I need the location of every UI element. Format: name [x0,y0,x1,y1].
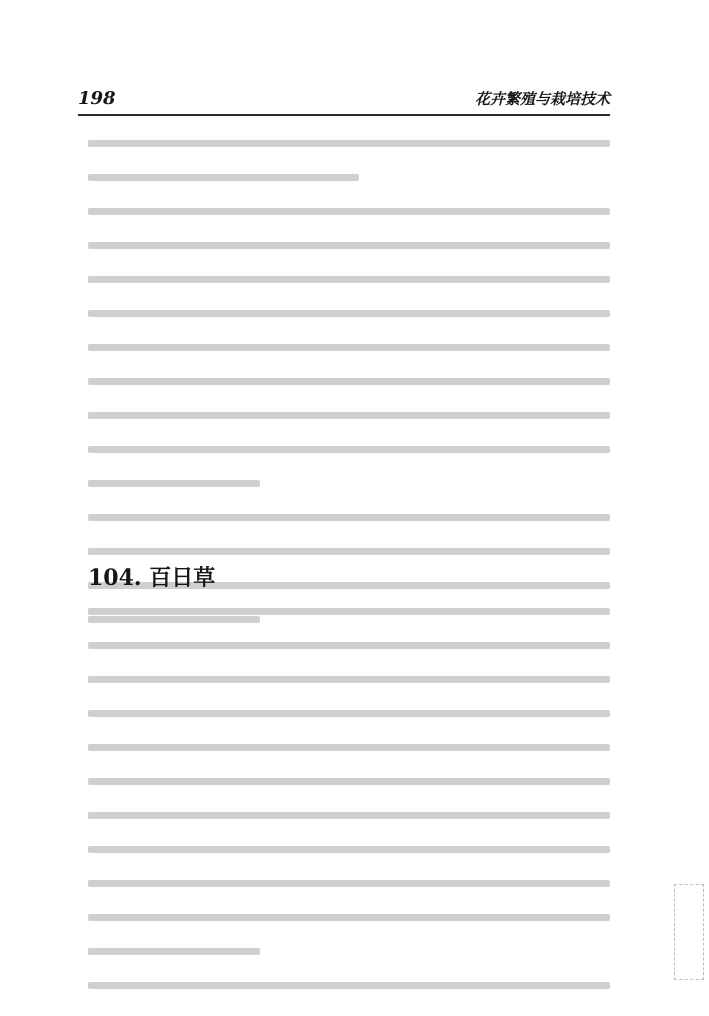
text-line [88,948,260,955]
page-number: 198 [78,88,116,109]
text-line [88,208,610,215]
text-line [88,608,610,615]
text-line [88,514,610,521]
text-line [88,710,610,717]
text-line [88,880,610,887]
text-line [88,310,610,317]
text-line [88,914,610,921]
text-line [88,812,610,819]
body-text-lower [88,608,610,1016]
watermark [674,884,704,980]
text-line [88,676,610,683]
text-line [88,846,610,853]
text-line [88,344,610,351]
text-line [88,174,359,181]
running-title: 花卉繁殖与栽培技术 [474,90,610,108]
text-line [88,982,610,989]
text-line [88,548,610,555]
text-line [88,446,610,453]
text-line [88,242,610,249]
text-line [88,480,260,487]
text-line [88,642,610,649]
text-line [88,378,610,385]
header-rule [78,114,610,116]
text-line [88,778,610,785]
text-line [88,412,610,419]
text-line [88,140,610,147]
page-header [78,88,610,112]
text-line [88,276,610,283]
text-line [88,744,610,751]
section-title: 104. 百日草 [88,565,216,591]
